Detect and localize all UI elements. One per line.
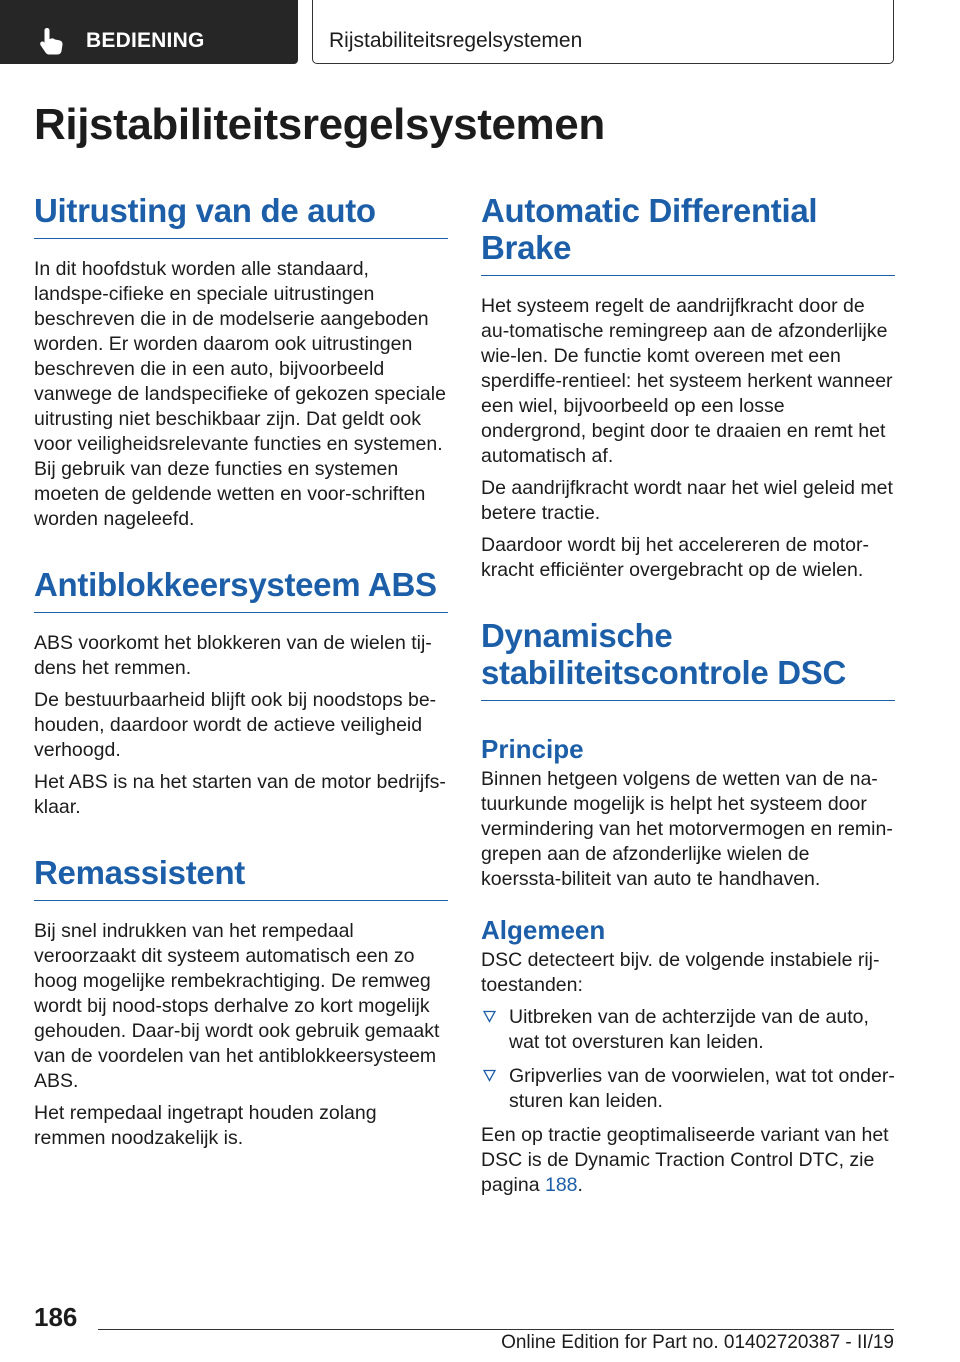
paragraph-algemeen: DSC detecteert bijv. de volgende instabiele rij-toestanden: [481, 949, 880, 996]
list-item [481, 1064, 895, 1114]
paragraph-adb-1: Het systeem regelt de aandrijfkracht door de au-tomatische remingreep aan de afzonderlijke wie-len. De functie komt overeen met een sperdiffe-rentieel: het systeem herkent wanneer een wiel, bijvoorbeeld op een losse ondergrond, begint door te draaien en remt het automatisch af. [481, 295, 893, 467]
list-item-text: Uitbreken van de achterzijde van de auto, wat tot oversturen kan leiden. [509, 1006, 869, 1053]
footer-divider [98, 1329, 894, 1330]
triangle-bullet-icon [483, 1069, 496, 1082]
paragraph-abs-3: Het ABS is na het starten van de motor bedrijfs-klaar. [34, 771, 446, 818]
paragraph-dtc-end: . [577, 1174, 583, 1196]
hand-pointer-icon [38, 26, 66, 56]
section-tab-label: BEDIENING [86, 29, 205, 52]
bullet-list [481, 1005, 895, 1114]
triangle-bullet-icon [483, 1010, 496, 1023]
list-item [481, 1005, 895, 1055]
heading-uitrusting: Uitrusting van de auto [34, 192, 448, 239]
list-item-text: Gripverlies van de voorwielen, wat tot onder-sturen kan leiden. [509, 1065, 895, 1112]
paragraph-adb-3: Daardoor wordt bij het accelereren de motor-kracht efficiënter overgebracht op de wielen. [481, 534, 870, 581]
paragraph-dtc [481, 1123, 895, 1198]
paragraph-abs-2: De bestuurbaarheid blijft ook bij noodstops be-houden, daardoor wordt de actieve veiligheid verhoogd. [34, 689, 437, 761]
paragraph-dtc-text: Een op tractie geoptimaliseerde variant van het DSC is de Dynamic Traction Control DTC, zie pagina [481, 1124, 889, 1196]
breadcrumb [312, 0, 894, 64]
footer-edition: Online Edition for Part no. 01402720387 - II/19 [501, 1332, 894, 1353]
heading-remassistent: Remassistent [34, 854, 448, 901]
paragraph-remassistent-2: Het rempedaal ingetrapt houden zolang remmen noodzakelijk is. [34, 1102, 377, 1149]
paragraph-uitrusting: In dit hoofdstuk worden alle standaard, landspe-cifieke en speciale uitrustingen beschreven die in de modelserie aangeboden worden. Er worden daarom ook uitrustingen beschreven die in een auto, bijvoorbeeld vanwege de landspecifieke of gekozen speciale uitrusting niet beschikbaar zijn. Dat geldt ook voor veiligheidsrelevante functies en systemen. Bij gebruik van deze functies en systemen moeten de geldende wetten en voor-schriften worden nageleefd. [34, 258, 446, 530]
page-number: 186 [34, 1302, 78, 1332]
paragraph-abs-1: ABS voorkomt het blokkeren van de wielen tij-dens het remmen. [34, 632, 432, 679]
subheading-principe: Principe [481, 734, 584, 764]
page-title: Rijstabiliteitsregelsystemen [34, 100, 605, 149]
heading-adb: Automatic Differential Brake [481, 192, 895, 276]
breadcrumb-label: Rijstabiliteitsregelsystemen [329, 29, 583, 52]
page-reference-link[interactable]: 188 [544, 1174, 578, 1196]
heading-dsc: Dynamische stabiliteitscontrole DSC [481, 617, 895, 701]
subheading-algemeen: Algemeen [481, 915, 606, 945]
section-tab[interactable] [0, 0, 298, 64]
left-column [34, 192, 448, 1158]
paragraph-remassistent-1: Bij snel indrukken van het rempedaal veroorzaakt dit systeem automatisch een zo hoog mogelijke rembekrachtiging. De remweg wordt bij nood-stops derhalve zo kort mogelijk gehouden. Daar-bij wordt ook gebruik gemaakt van de voordelen van het antiblokkeersysteem ABS. [34, 920, 440, 1092]
heading-abs: Antiblokkeersysteem ABS [34, 566, 448, 613]
paragraph-adb-2: De aandrijfkracht wordt naar het wiel geleid met betere tractie. [481, 477, 893, 524]
right-column [481, 192, 895, 1205]
paragraph-principe: Binnen hetgeen volgens de wetten van de na-tuurkunde mogelijk is helpt het systeem door vermindering van het motorvermogen en remin-grepen aan de afzonderlijke wielen de koerssta-biliteit van auto te handhaven. [481, 768, 893, 890]
